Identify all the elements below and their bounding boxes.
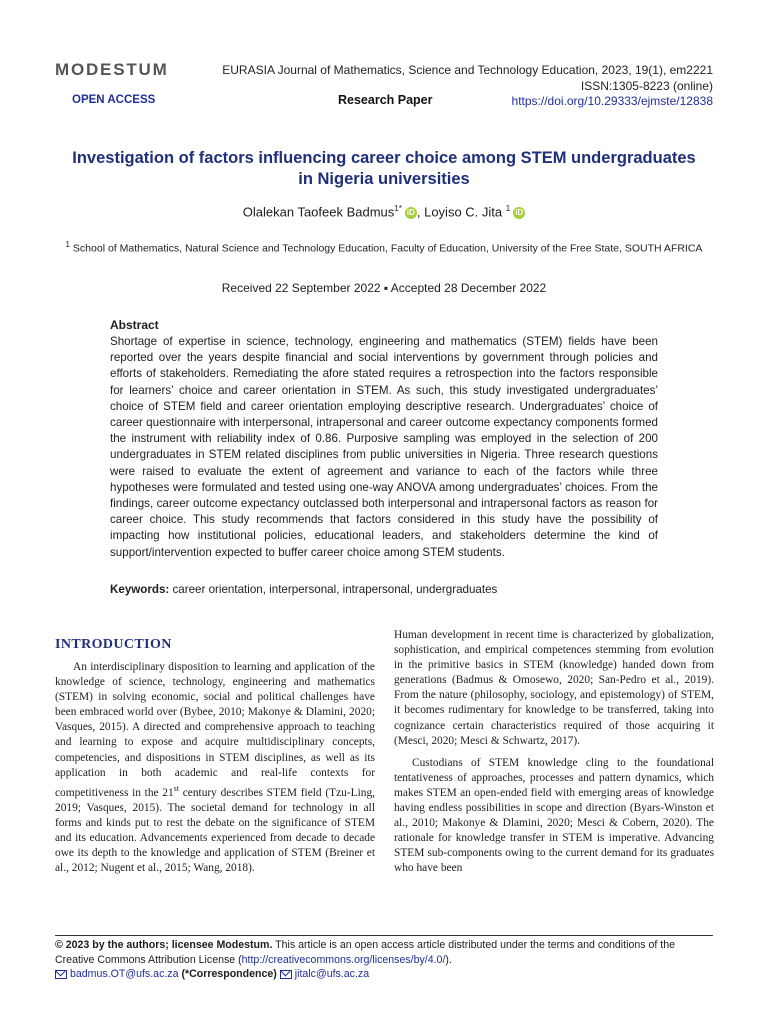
- received-accepted-dates: Received 22 September 2022 ▪ Accepted 28 December 2022: [221, 281, 547, 295]
- body-column-left: [55, 660, 375, 883]
- author-affiliation-mark: 1*: [394, 204, 402, 213]
- author-separator: ,: [416, 204, 425, 220]
- title-line-1: Investigation of factors influencing career choice among STEM undergraduates: [72, 149, 696, 167]
- license-text: This article is an open access article distributed under the terms and conditions of the Creative Commons Attribution License (: [55, 939, 675, 966]
- journal-info: [222, 62, 713, 94]
- open-access-label: OPEN ACCESS: [72, 94, 156, 106]
- doi-link[interactable]: https://doi.org/10.29333/ejmste/12838: [511, 94, 713, 108]
- footer: [55, 938, 713, 982]
- superscript: st: [173, 783, 180, 793]
- publisher-logo: MODESTUM: [55, 60, 169, 79]
- copyright: © 2023 by the authors; licensee Modestum.: [55, 939, 273, 951]
- body-column-right: [394, 628, 714, 884]
- paragraph-text: An interdisciplinary disposition to learning and application of the knowledge of science, technology, engineering and mathematics (STEM) in solving economic, social and political challenges have been embraced world over (Bybee, 2010; Makonye & Dlamini, 2020; Vasques, 2015). A directed and comprehensive approach to teaching and learning to expose and acquire multidisciplinary concepts, competencies, and dispositions in STEM disciplines, as well as its application in both academic and real-life contexts for competitiveness in the 21: [55, 661, 375, 799]
- orcid-icon[interactable]: iD: [515, 207, 524, 217]
- license-text-end: ).: [445, 953, 452, 966]
- license-link[interactable]: http://creativecommons.org/licenses/by/4.0/: [241, 953, 446, 966]
- author-list: [40, 204, 728, 219]
- affiliation: [55, 237, 713, 257]
- abstract-heading: Abstract: [110, 318, 159, 332]
- keywords-label: Keywords:: [110, 583, 170, 596]
- paper-title: [40, 148, 728, 190]
- section-heading-introduction: INTRODUCTION: [55, 637, 172, 652]
- license-statement: [55, 938, 713, 967]
- keywords-text: career orientation, interpersonal, intrapersonal, undergraduates: [169, 583, 498, 596]
- issn: ISSN:1305-8223 (online): [580, 79, 713, 93]
- orcid-icon[interactable]: iD: [406, 207, 415, 217]
- contact-line: [55, 967, 713, 982]
- footer-divider: [55, 935, 713, 936]
- author-name: Olalekan Taofeek Badmus: [242, 204, 395, 220]
- paper-type-label: Research Paper: [338, 93, 433, 107]
- journal-citation: EURASIA Journal of Mathematics, Science and Technology Education, 2023, 19(1), em2221: [222, 63, 713, 77]
- paragraph: Human development in recent time is characterized by globalization, sophistication, and empirical competences stemming from evolution in the primitive basics in STEM (knowledge) handed down from generations (Badmus & Omosewo, 2020; San-Pedro et al., 2019). From the nature (philosophy, sociology, and epistemology) of STEM, it becomes rudimentary for knowledge to be transferred, taking into cognizance certain characteristics required of those acquiring it (Mesci, 2020; Mesci & Schwartz, 2017).: [394, 629, 714, 747]
- title-line-2: in Nigeria universities: [298, 170, 470, 188]
- author-name: Loyiso C. Jita: [424, 204, 503, 220]
- correspondence-label: (*Correspondence): [178, 968, 280, 980]
- paragraph: Custodians of STEM knowledge cling to the foundational tentativeness of approaches, processes and pattern dynamics, which makes STEM an open-ended field with emerging areas of knowledge having endless possibilities in scope and direction (Byars-Winston et al., 2010; Makonye & Dlamini, 2020; Mesci & Cobern, 2020). The rationale for knowledge transfer in STEM is imperative. Advancing STEM sub-components owing to the current demand for its graduates who have been: [394, 756, 714, 875]
- keywords: [110, 583, 658, 596]
- email-link[interactable]: badmus.OT@ufs.ac.za: [70, 968, 179, 980]
- paragraph-text: century describes STEM field (Tzu-Ling, 2019; Vasques, 2015). The societal demand for technology in all forms and kinds put to rest the debate on the significance of STEM and its education. Advancements experienced from decade to decade owe its depth to the knowledge and application of STEM (Breiner et al., 2012; Nugent et al., 2015; Wang, 2018).: [55, 786, 375, 875]
- mail-icon: [280, 970, 292, 979]
- email-link[interactable]: jitalc@ufs.ac.za: [294, 968, 370, 980]
- abstract-text: Shortage of expertise in science, technology, engineering and mathematics (STEM) fields have been reported over the years despite financial and social interventions by government through policies and efforts of stakeholders. Remediating the afore stated requires a retrospection into the factors responsible for learners’ choice and career orientation in STEM. As such, this study investigated undergraduates’ choice of STEM field and career orientation employing descriptive research. Undergraduates’ choice of career questionnaire with interpersonal, intrapersonal and career outcome expectancy components formed the instrument with reliability index of 0.86. Purposive sampling was employed in the selection of 200 undergraduates in STEM related disciplines from public universities in Nigeria. Three research questions were raised to evaluate the extent of agreement and variance to each of the factors while three hypotheses were formulated and tested using one-way ANOVA among undergraduates’ choices. From the findings, career outcome expectancy outclassed both interpersonal and intrapersonal factors as reason for career choice. This study recommends that factors considered in this study have the possibility of impacting how institutional policies, educational leaders, and stakeholders determine the kind of support/intervention expected to buffer career choice among STEM students.: [110, 335, 658, 559]
- affiliation-text: School of Mathematics, Natural Science and Technology Education, Faculty of Education, University of the Free State, SOUTH AFRICA: [70, 242, 703, 255]
- author-affiliation-mark: 1: [505, 204, 511, 213]
- paragraph: [55, 660, 375, 876]
- affiliation-mark: 1: [65, 240, 70, 249]
- mail-icon: [55, 970, 67, 979]
